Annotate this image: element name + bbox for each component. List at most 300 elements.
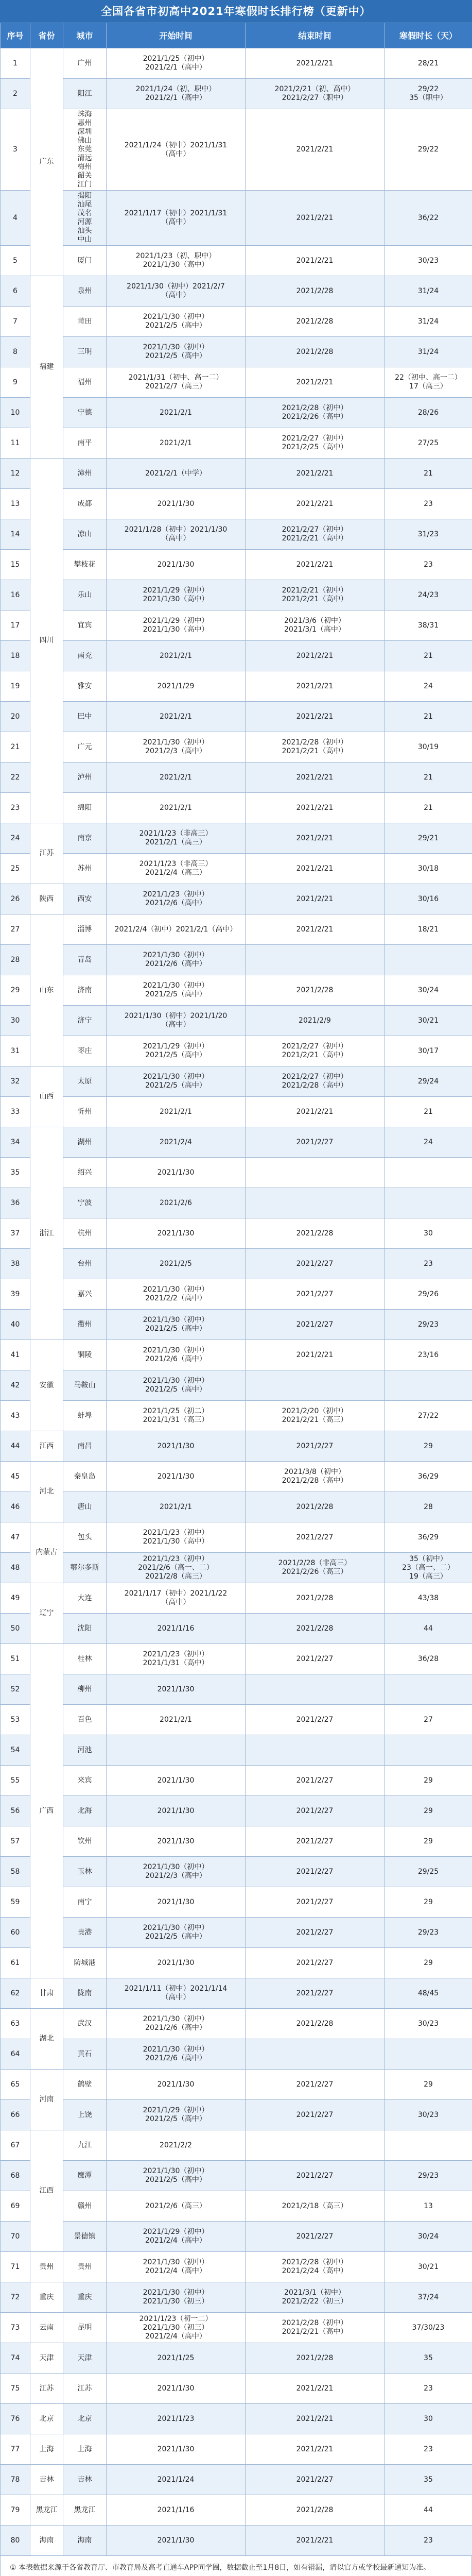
row-start: 2021/1/17（初中）2021/1/22 （高中） — [107, 1583, 246, 1614]
row-index: 55 — [1, 1766, 30, 1796]
row-province: 安徽 — [30, 1340, 63, 1431]
row-province: 海南 — [30, 2526, 63, 2556]
row-start: 2021/1/29（初中） 2021/1/30（高中） — [107, 580, 246, 611]
table-row — [1, 2100, 472, 2130]
table-row — [1, 307, 472, 337]
table-row — [1, 2465, 472, 2495]
table-row — [1, 2343, 472, 2374]
row-start: 2021/1/30 — [107, 489, 246, 519]
row-start — [107, 1735, 246, 1766]
row-days: 29 — [384, 1826, 472, 1857]
row-start: 2021/1/30（初中）2021/1/20 （高中） — [107, 1006, 246, 1036]
table-row — [1, 1431, 472, 1462]
row-end: 2021/2/21 — [246, 762, 384, 793]
row-end: 2021/2/28（初中） 2021/2/26（高中） — [246, 398, 384, 428]
row-days: 30/19 — [384, 732, 472, 762]
row-index: 69 — [1, 2191, 30, 2222]
row-days: 29 — [384, 1948, 472, 1978]
row-end: 2021/3/6（初中） 2021/3/1（高中） — [246, 611, 384, 641]
row-end — [246, 1370, 384, 1401]
row-index: 50 — [1, 1614, 30, 1644]
row-index: 28 — [1, 945, 30, 975]
row-end: 2021/2/27 — [246, 1796, 384, 1826]
row-end: 2021/2/20（初中） 2021/2/21（高三） — [246, 1401, 384, 1431]
row-start: 2021/2/1 — [107, 793, 246, 823]
row-days: 29/25 — [384, 1857, 472, 1887]
row-end: 2021/2/21 — [246, 671, 384, 702]
row-start: 2021/2/1 — [107, 1492, 246, 1522]
row-index: 63 — [1, 2009, 30, 2039]
row-start: 2021/1/24（初中）2021/1/31 （高中） — [107, 109, 246, 191]
row-end: 2021/2/27（初中） 2021/2/25（高中） — [246, 428, 384, 459]
table-row — [1, 732, 472, 762]
row-province: 黑龙江 — [30, 2495, 63, 2526]
row-start: 2021/1/30 — [107, 1431, 246, 1462]
row-days — [384, 2130, 472, 2161]
row-start: 2021/2/1 — [107, 1097, 246, 1127]
row-days: 35 — [384, 2465, 472, 2495]
row-city: 来宾 — [63, 1766, 107, 1796]
row-start: 2021/2/4 — [107, 1127, 246, 1158]
row-index: 10 — [1, 398, 30, 428]
row-days: 27 — [384, 1705, 472, 1735]
row-index: 66 — [1, 2100, 30, 2130]
row-province: 辽宁 — [30, 1583, 63, 1644]
row-start: 2021/1/30（初中） 2021/2/5（高中） — [107, 1066, 246, 1097]
row-days: 36/22 — [384, 191, 472, 246]
row-end — [246, 945, 384, 975]
row-end — [246, 1188, 384, 1218]
table-row — [1, 823, 472, 854]
row-end: 2021/2/27 — [246, 2161, 384, 2191]
row-days: 29/23 — [384, 1310, 472, 1340]
row-province: 吉林 — [30, 2465, 63, 2495]
row-start: 2021/1/30 — [107, 1887, 246, 1918]
row-days: 23 — [384, 1249, 472, 1279]
row-end: 2021/2/27 — [246, 2465, 384, 2495]
row-city: 铜陵 — [63, 1340, 107, 1370]
row-city: 泉州 — [63, 276, 107, 307]
row-days: 24 — [384, 1127, 472, 1158]
row-start: 2021/1/28（初中）2021/1/30 （高中） — [107, 519, 246, 550]
row-index: 35 — [1, 1158, 30, 1188]
row-days: 29/24 — [384, 1066, 472, 1097]
row-days: 36/29 — [384, 1462, 472, 1492]
table-body — [1, 48, 472, 2556]
row-days: 30/23 — [384, 246, 472, 276]
table-row — [1, 2161, 472, 2191]
row-city: 南平 — [63, 428, 107, 459]
row-end: 2021/2/27 — [246, 1705, 384, 1735]
row-city: 鄂尔多斯 — [63, 1553, 107, 1583]
row-index: 20 — [1, 702, 30, 732]
row-end: 2021/2/27（初中） 2021/2/21（高中） — [246, 519, 384, 550]
row-days: 44 — [384, 2495, 472, 2526]
row-city: 西安 — [63, 884, 107, 914]
row-city: 乐山 — [63, 580, 107, 611]
row-days: 48/45 — [384, 1978, 472, 2009]
row-end: 2021/2/21 — [246, 48, 384, 79]
row-end: 2021/2/21（初中） 2021/2/21（高中） — [246, 580, 384, 611]
row-index: 44 — [1, 1431, 30, 1462]
row-days: 30/21 — [384, 1006, 472, 1036]
row-city: 漳州 — [63, 459, 107, 489]
row-days: 31/24 — [384, 337, 472, 367]
row-index: 34 — [1, 1127, 30, 1158]
row-end: 2021/2/27 — [246, 1310, 384, 1340]
row-province: 江西 — [30, 1431, 63, 1462]
row-end: 2021/2/21 — [246, 884, 384, 914]
row-days: 29/22 — [384, 109, 472, 191]
row-end: 2021/2/27 — [246, 1918, 384, 1948]
row-days: 35（初中） 23（高一、二） 19（高三） — [384, 1553, 472, 1583]
row-index: 54 — [1, 1735, 30, 1766]
row-end: 2021/2/28（非高三） 2021/2/26（高三） — [246, 1553, 384, 1583]
table-row — [1, 1644, 472, 1674]
row-city: 广元 — [63, 732, 107, 762]
row-days: 28/26 — [384, 398, 472, 428]
row-days: 29/23 — [384, 1918, 472, 1948]
row-start: 2021/1/30（初中） 2021/2/2（高中） — [107, 1279, 246, 1310]
row-index: 43 — [1, 1401, 30, 1431]
row-city: 福州 — [63, 367, 107, 398]
table-row — [1, 79, 472, 109]
row-province: 云南 — [30, 2313, 63, 2343]
table-row — [1, 1978, 472, 2009]
row-start: 2021/2/1 — [107, 428, 246, 459]
row-index: 31 — [1, 1036, 30, 1066]
row-city: 泸州 — [63, 762, 107, 793]
row-index: 41 — [1, 1340, 30, 1370]
table-row — [1, 398, 472, 428]
row-start: 2021/1/29（初中） 2021/2/5（高中） — [107, 2100, 246, 2130]
row-index: 46 — [1, 1492, 30, 1522]
row-start: 2021/1/23（初中） 2021/2/6（高一、二） 2021/2/8（高三） — [107, 1553, 246, 1583]
row-days — [384, 2039, 472, 2070]
row-days: 23 — [384, 550, 472, 580]
header-days: 寒假时长（天） — [384, 23, 472, 48]
row-days: 18/21 — [384, 914, 472, 945]
row-city: 揭阳 汕尾 茂名 河源 汕头 中山 — [63, 191, 107, 246]
row-end: 2021/2/28 — [246, 276, 384, 307]
table-row — [1, 1796, 472, 1826]
row-index: 38 — [1, 1249, 30, 1279]
table-header-row — [1, 23, 472, 48]
row-index: 78 — [1, 2465, 30, 2495]
row-days: 27/22 — [384, 1401, 472, 1431]
row-start: 2021/1/30（初中） 2021/2/3（高中） — [107, 732, 246, 762]
table-row — [1, 2009, 472, 2039]
row-province: 江西 — [30, 2130, 63, 2252]
row-days: 23 — [384, 2374, 472, 2404]
row-city: 淄博 — [63, 914, 107, 945]
row-start: 2021/1/23（初中） 2021/2/6（高中） — [107, 884, 246, 914]
row-start: 2021/1/24 — [107, 2465, 246, 2495]
row-end — [246, 2130, 384, 2161]
table-row — [1, 1127, 472, 1158]
row-index: 40 — [1, 1310, 30, 1340]
row-start: 2021/2/1（中学） — [107, 459, 246, 489]
row-index: 80 — [1, 2526, 30, 2556]
row-city: 台州 — [63, 1249, 107, 1279]
row-index: 71 — [1, 2252, 30, 2282]
row-city: 绵阳 — [63, 793, 107, 823]
row-start: 2021/1/23 — [107, 2404, 246, 2434]
row-end: 2021/2/21 — [246, 854, 384, 884]
row-end: 2021/2/27 — [246, 1887, 384, 1918]
row-city: 海南 — [63, 2526, 107, 2556]
table-row — [1, 2070, 472, 2100]
row-end: 2021/2/21 — [246, 1097, 384, 1127]
row-start: 2021/1/16 — [107, 2495, 246, 2526]
row-start: 2021/1/30 — [107, 1674, 246, 1705]
table-row — [1, 641, 472, 671]
row-start: 2021/1/30 — [107, 2070, 246, 2100]
row-days: 44 — [384, 1614, 472, 1644]
row-index: 5 — [1, 246, 30, 276]
table-row — [1, 1006, 472, 1036]
row-index: 32 — [1, 1066, 30, 1097]
row-city: 赣州 — [63, 2191, 107, 2222]
row-days: 30/17 — [384, 1036, 472, 1066]
row-index: 42 — [1, 1370, 30, 1401]
row-province: 河南 — [30, 2070, 63, 2130]
table-row — [1, 1918, 472, 1948]
row-start: 2021/1/30（初中） 2021/2/3（高中） — [107, 1857, 246, 1887]
row-days: 30/24 — [384, 2222, 472, 2252]
row-city: 凉山 — [63, 519, 107, 550]
row-index: 27 — [1, 914, 30, 945]
row-city: 九江 — [63, 2130, 107, 2161]
row-index: 8 — [1, 337, 30, 367]
table-row — [1, 611, 472, 641]
row-end: 2021/2/28 — [246, 1492, 384, 1522]
row-province: 陕西 — [30, 884, 63, 914]
row-city: 莆田 — [63, 307, 107, 337]
table-row — [1, 1614, 472, 1644]
table-row — [1, 1066, 472, 1097]
row-city: 鹤壁 — [63, 2070, 107, 2100]
table-row — [1, 1826, 472, 1857]
row-start: 2021/1/30（初中） 2021/2/6（高中） — [107, 945, 246, 975]
row-index: 13 — [1, 489, 30, 519]
table-row — [1, 2282, 472, 2313]
row-city: 巴中 — [63, 702, 107, 732]
row-days: 28 — [384, 1492, 472, 1522]
row-index: 75 — [1, 2374, 30, 2404]
row-end: 2021/2/28 — [246, 2009, 384, 2039]
row-index: 33 — [1, 1097, 30, 1127]
row-days: 31/23 — [384, 519, 472, 550]
row-index: 53 — [1, 1705, 30, 1735]
row-days: 35 — [384, 2343, 472, 2374]
row-start: 2021/1/29（初中） 2021/2/4（高中） — [107, 2222, 246, 2252]
row-days: 29 — [384, 1796, 472, 1826]
row-index: 47 — [1, 1522, 30, 1553]
row-index: 77 — [1, 2434, 30, 2465]
table-row — [1, 1279, 472, 1310]
row-index: 52 — [1, 1674, 30, 1705]
row-province: 广西 — [30, 1644, 63, 1978]
row-end: 2021/2/27 — [246, 1431, 384, 1462]
row-city: 柳州 — [63, 1674, 107, 1705]
row-end: 2021/2/27 — [246, 2222, 384, 2252]
row-city: 马鞍山 — [63, 1370, 107, 1401]
row-end — [246, 1735, 384, 1766]
row-days: 30 — [384, 2404, 472, 2434]
table-row — [1, 1310, 472, 1340]
row-days: 23 — [384, 2526, 472, 2556]
table-row — [1, 1705, 472, 1735]
row-end: 2021/2/21 — [246, 459, 384, 489]
row-days: 43/38 — [384, 1583, 472, 1614]
row-start: 2021/1/30 — [107, 1158, 246, 1188]
row-province: 天津 — [30, 2343, 63, 2374]
table-row — [1, 1370, 472, 1401]
row-city: 杭州 — [63, 1218, 107, 1249]
row-end: 2021/2/21 — [246, 793, 384, 823]
row-start: 2021/2/6（高三） — [107, 2191, 246, 2222]
row-end: 2021/2/21 — [246, 109, 384, 191]
row-city: 雅安 — [63, 671, 107, 702]
row-start: 2021/1/30（初中） 2021/2/5（高中） — [107, 307, 246, 337]
row-end: 2021/2/21（初、高中） 2021/2/27（职中） — [246, 79, 384, 109]
row-days: 31/24 — [384, 276, 472, 307]
row-days — [384, 945, 472, 975]
table-row — [1, 459, 472, 489]
row-end: 2021/2/21 — [246, 191, 384, 246]
table-row — [1, 519, 472, 550]
row-days: 29/21 — [384, 823, 472, 854]
table-row — [1, 1948, 472, 1978]
row-days — [384, 1188, 472, 1218]
row-province: 河北 — [30, 1462, 63, 1522]
row-days — [384, 1674, 472, 1705]
table-row — [1, 276, 472, 307]
row-start: 2021/1/30 — [107, 1766, 246, 1796]
row-end: 2021/2/27 — [246, 1522, 384, 1553]
row-start: 2021/1/25（初二） 2021/1/31（高三） — [107, 1401, 246, 1431]
row-end: 2021/2/21 — [246, 550, 384, 580]
table-row — [1, 1492, 472, 1522]
row-start: 2021/2/6 — [107, 1188, 246, 1218]
row-start: 2021/2/1 — [107, 398, 246, 428]
row-index: 1 — [1, 48, 30, 79]
row-days: 29 — [384, 1887, 472, 1918]
row-city: 厦门 — [63, 246, 107, 276]
row-city: 上海 — [63, 2434, 107, 2465]
row-city: 钦州 — [63, 1826, 107, 1857]
row-index: 76 — [1, 2404, 30, 2434]
row-days: 22（初中、高一二） 17（高三） — [384, 367, 472, 398]
row-city: 衢州 — [63, 1310, 107, 1340]
row-start: 2021/1/30 — [107, 1948, 246, 1978]
row-days: 37/24 — [384, 2282, 472, 2313]
row-city: 昆明 — [63, 2313, 107, 2343]
row-days: 29 — [384, 1431, 472, 1462]
header-end: 结束时间 — [246, 23, 384, 48]
row-city: 包头 — [63, 1522, 107, 1553]
row-start: 2021/1/29（初中） 2021/2/5（高中） — [107, 1036, 246, 1066]
row-start: 2021/1/30（初中）2021/2/7 （高中） — [107, 276, 246, 307]
row-end: 2021/2/27 — [246, 1249, 384, 1279]
row-start: 2021/1/23（初一二） 2021/1/30（初三） 2021/2/4（高中） — [107, 2313, 246, 2343]
row-end: 2021/2/28 — [246, 975, 384, 1006]
row-city: 河池 — [63, 1735, 107, 1766]
row-end: 2021/2/21 — [246, 2404, 384, 2434]
row-index: 60 — [1, 1918, 30, 1948]
table-row — [1, 2313, 472, 2343]
row-start: 2021/2/5 — [107, 1249, 246, 1279]
table-row — [1, 702, 472, 732]
footnote: ① 本表数据来源于各省教育厅、市教育局及高考直通车APP同学圈，数据截止至1月8日，如有错漏，请以官方或学校最新通知为准。 — [10, 2564, 431, 2572]
table-row — [1, 1036, 472, 1066]
row-city: 蚌埠 — [63, 1401, 107, 1431]
row-index: 48 — [1, 1553, 30, 1583]
row-index: 72 — [1, 2282, 30, 2313]
row-end: 2021/2/21 — [246, 2374, 384, 2404]
page-title: 全国各省市初高中2021年寒假时长排行榜（更新中） — [0, 0, 472, 23]
row-index: 61 — [1, 1948, 30, 1978]
row-start: 2021/1/11（初中）2021/1/14 （高中） — [107, 1978, 246, 2009]
row-start: 2021/1/30（初中） 2021/2/5（高中） — [107, 1310, 246, 1340]
row-index: 6 — [1, 276, 30, 307]
row-start: 2021/2/1 — [107, 1705, 246, 1735]
table-row — [1, 428, 472, 459]
row-start: 2021/1/30（初中） 2021/2/5（高中） — [107, 337, 246, 367]
row-end: 2021/2/9 — [246, 1006, 384, 1036]
row-index: 49 — [1, 1583, 30, 1614]
row-index: 26 — [1, 884, 30, 914]
row-start: 2021/1/31（初中、高一二） 2021/2/7（高三） — [107, 367, 246, 398]
row-city: 绍兴 — [63, 1158, 107, 1188]
row-days — [384, 1370, 472, 1401]
row-index: 12 — [1, 459, 30, 489]
row-city: 阳江 — [63, 79, 107, 109]
row-end: 2021/2/27（初中） 2021/2/21（高中） — [246, 1036, 384, 1066]
row-province: 江苏 — [30, 2374, 63, 2404]
row-end: 2021/2/28 — [246, 337, 384, 367]
row-province: 福建 — [30, 276, 63, 459]
row-days: 24 — [384, 671, 472, 702]
table-row — [1, 1553, 472, 1583]
row-start: 2021/2/1 — [107, 641, 246, 671]
row-end: 2021/2/27 — [246, 1857, 384, 1887]
row-index: 57 — [1, 1826, 30, 1857]
table-row — [1, 884, 472, 914]
row-index: 45 — [1, 1462, 30, 1492]
row-days: 38/31 — [384, 611, 472, 641]
row-city: 江苏 — [63, 2374, 107, 2404]
header-city: 城市 — [63, 23, 107, 48]
row-days: 21 — [384, 1097, 472, 1127]
row-index: 56 — [1, 1796, 30, 1826]
row-city: 宁德 — [63, 398, 107, 428]
row-start: 2021/1/25 — [107, 2343, 246, 2374]
table-row — [1, 2526, 472, 2556]
table-row — [1, 2434, 472, 2465]
row-days: 30/23 — [384, 2100, 472, 2130]
row-index: 16 — [1, 580, 30, 611]
row-end: 2021/2/21 — [246, 489, 384, 519]
row-province: 湖北 — [30, 2009, 63, 2070]
row-start: 2021/1/30（初中） 2021/2/5（高中） — [107, 2161, 246, 2191]
row-index: 4 — [1, 191, 30, 246]
row-end — [246, 2039, 384, 2070]
row-start: 2021/1/30（初中） 2021/2/6（高中） — [107, 1340, 246, 1370]
row-days: 30/18 — [384, 854, 472, 884]
row-index: 70 — [1, 2222, 30, 2252]
